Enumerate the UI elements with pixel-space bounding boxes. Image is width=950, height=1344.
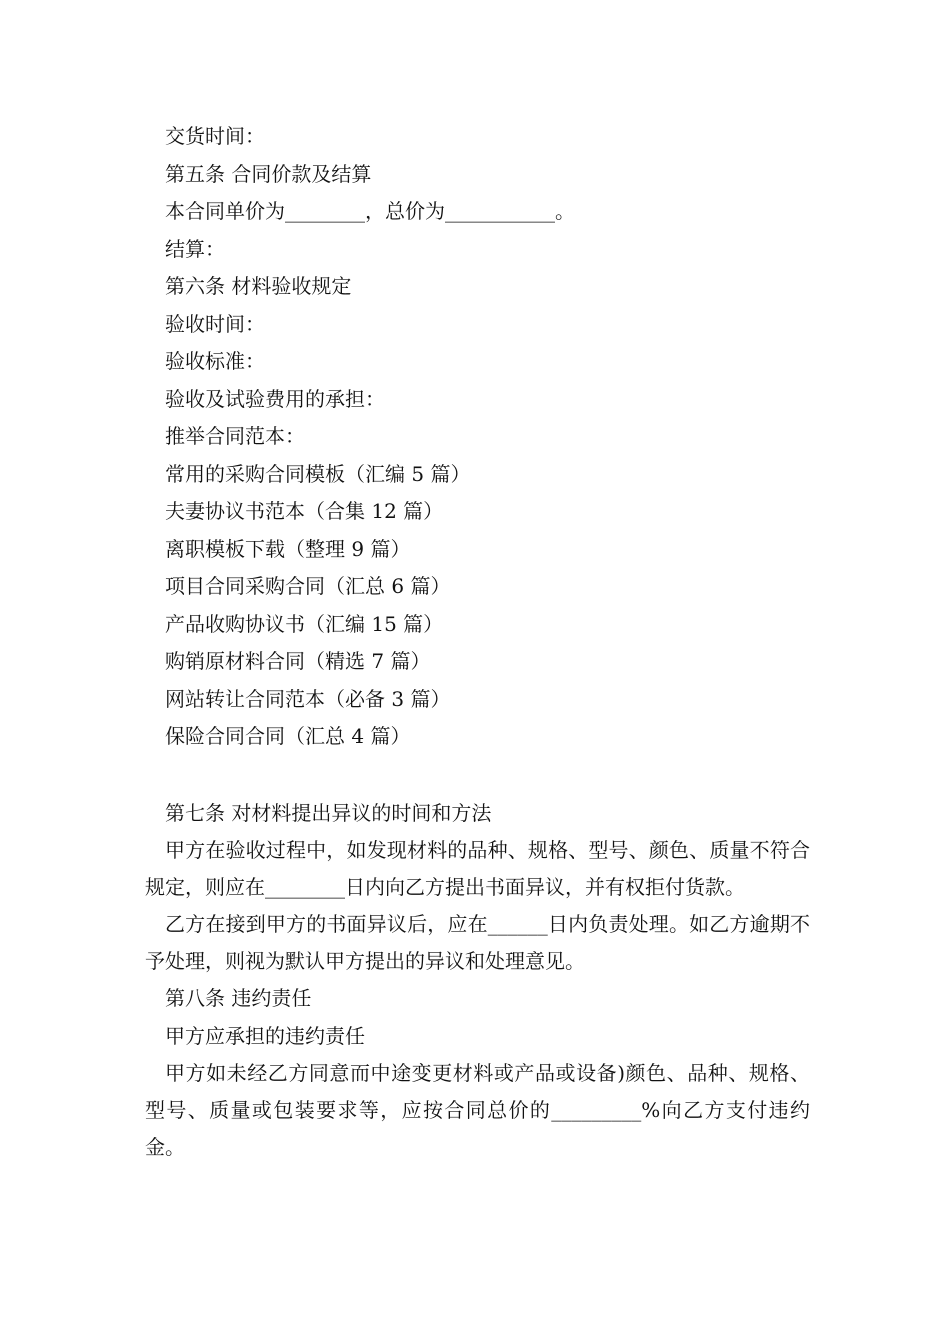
recommended-item: 夫妻协议书范本（合集 12 篇） <box>165 499 444 523</box>
document-body <box>145 118 810 1166</box>
recommended-item: 网站转让合同范本（必备 3 篇） <box>165 686 451 711</box>
article-5-heading: 第五条 合同价款及结算 <box>165 161 372 186</box>
recommended-item: 保险合同合同（汇总 4 篇） <box>165 724 411 748</box>
settlement-line: 结算： <box>165 236 225 261</box>
acceptance-cost-line: 验收及试验费用的承担： <box>165 386 385 411</box>
article-6-heading: 第六条 材料验收规定 <box>165 274 352 298</box>
article-7-heading: 第七条 对材料提出异议的时间和方法 <box>165 800 492 825</box>
delivery-time-line: 交货时间： <box>165 124 265 148</box>
recommended-item: 项目合同采购合同（汇总 6 篇） <box>165 574 451 598</box>
recommended-item: 产品收购协议书（汇编 15 篇） <box>165 611 444 636</box>
article-8-subheading: 甲方应承担的违约责任 <box>165 1023 365 1048</box>
article-8-heading: 第八条 违约责任 <box>165 986 312 1010</box>
acceptance-time-line: 验收时间： <box>165 311 265 336</box>
recommended-item: 常用的采购合同模板（汇编 5 篇） <box>165 461 471 486</box>
recommended-templates-heading: 推举合同范本： <box>165 424 305 448</box>
recommended-item: 购销原材料合同（精选 7 篇） <box>165 649 431 673</box>
article-8-paragraph-1: 甲方如未经乙方同意而中途变更材料或产品或设备)颜色、品种、规格、型号、质量或包装要求等，应按合同总价的_________%向乙方支付违约金。 <box>145 1061 810 1159</box>
article-7-paragraph-2: 乙方在接到甲方的书面异议后，应在______日内负责处理。如乙方逾期不予处理，则视为默认甲方提出的异议和处理意见。 <box>145 912 810 973</box>
price-line: 本合同单价为________，总价为___________。 <box>165 199 575 223</box>
blank-gap <box>145 756 810 795</box>
acceptance-standard-line: 验收标准： <box>165 349 265 373</box>
article-7-paragraph-1: 甲方在验收过程中，如发现材料的品种、规格、型号、颜色、质量不符合规定，则应在________日内向乙方提出书面异议，并有权拒付货款。 <box>145 838 810 899</box>
recommended-item: 离职模板下载（整理 9 篇） <box>165 536 411 561</box>
